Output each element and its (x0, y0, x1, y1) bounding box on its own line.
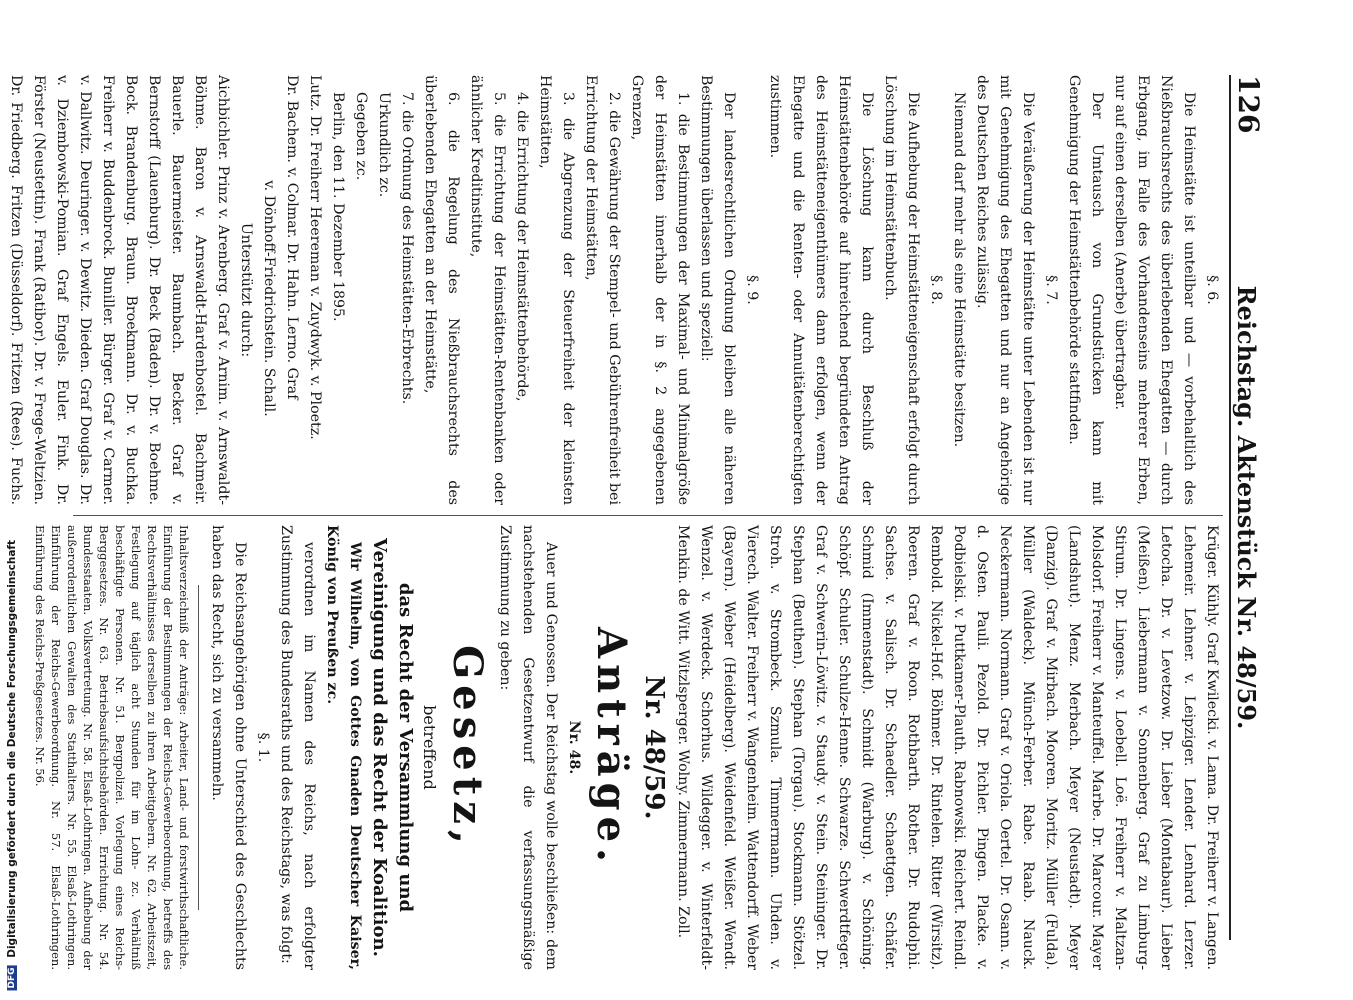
section-7-heading: §. 7. (1043, 275, 1059, 305)
section-8-heading: §. 8. (928, 275, 944, 305)
section-6-heading: §. 6. (1204, 275, 1220, 305)
section-9-item: 2. die Gewährung der Stempel- und Gebührenfreiheit bei Errichtung der Heimstätten, (583, 75, 622, 505)
supporters-list: Aichbichler. Prinz v. Arenberg. Graf v. Arnim. v. Arnswaldt-Böhme. Baron v. Arnswaldt-Hardenbostel. Bachmeir. Bauerle. Bauermeister. Baumbach. Becker. Graf v. Bernstorff (Lauenburg). Dr. Beck (Baden). Dr. v. Boehme. Bock. Brandenburg. Braun. Broekmann. Dr. v. Buchka. Freiherr v. Buddenbrock. Buniller. Bürger. Graf v. Carmer. v. Dallwitz. Deuringer. v. Dewitz. Dieden. Graf Douglas. Dr. v. Dziembowski-Pomian. Graf Engels. Euler. Fink. Dr. Förster (Neustettin). Frank (Ratibor). Dr. v. Frege-Weltzien. Dr. Friedberg. Fritzen (Düsseldorf). Fritzen (Rees). Fuchs. (8, 75, 231, 505)
betreffend-label: betreffend (420, 705, 439, 790)
document-number: Nr. 48/59. (639, 675, 669, 820)
running-head: Reichstag. Aktenstück Nr. 48/59. (1232, 285, 1261, 730)
section-9-item: 4. die Errichtung der Heimstättenbehörde, (514, 92, 530, 402)
closing-line: Gegeben zc. (353, 92, 369, 181)
section-8-text: Die Aufhebung der Heimstätteneigenschaft erfolgt durch Löschung im Heimstättenbuch. (882, 75, 921, 505)
section-1-text: Die Reichsangehörigen ohne Unterschied des Geschlechts haben das Recht, sich zu versammeln. (209, 525, 248, 970)
section-9-heading: §. 9. (744, 275, 760, 305)
law-title: das Recht der Versammlung und Vereinigung und das Recht der Koalition. (369, 538, 416, 957)
section-1-heading: §. 1. (255, 732, 271, 763)
supporters-list-continued: Krüger. Kühly. Graf Kwilecki. v. Lama. Dr. Freiherr v. Langen. Lehemeir. Lehner. v. Leipziger. Lender. Lenhard. Lerzer. Letocha. Dr. v. Levetzow. Dr. Lieber (Montabaur). Lieber (Meißen). Liebermann v. Sonnenberg. Graf zu Limburg-Stirum. Dr. Lingens. v. Loebell. Loë. Freiherr v. Maltzan-Molsdorf. Freiherr v. Manteuffel. Marbe. Dr. Marcour. Mayer (Landshut). Menz. Merbach. Meyer (Neustadt). Meyer (Danzig). Graf v. Mirbach. Mooren. Moritz. Müller (Fulda). Müller (Waldeck). Münch-Ferber. Rabe. Raab. Nauck. Neckermann. Normann. Graf v. Oriola. Oertel. Dr. Osann. v. d. Osten. Pauli. Pezold. Dr. Pichler. Pingen. Placke. v. Podbielski. v. Puttkamer-Plauth. Rabnowski. Reichert. Reindl. Rembold. Nickel-Hof. Böhmer. Dr. Rintelen. Ritter (Wirsitz). Roeren. Graf v. Roon. Rothbarth. Rother. Dr. Rudolphi. Sachse. v. Salisch. Dr. Schaedler. Schaettgen. Schäfer. Schmid (Immenstadt). Schmidt (Warburg). v. Schöning. Schöpf. Schuler. Schulze-Henne. Schwarze. Schwerdtfeger. Graf v. Schwerin-Löwitz. v. Staudy. v. Stein. Steininger. Dr. Stephan (Beuthen). Stephan (Torgau). Stockmann. Stötzel. Stroh. v. Strombeck. Szmula. Timmermann. Uhden. v. Vierech. Walter. Freiherr v. Wangenheim. Wattendorff. Weber (Bayern). Weber (Heidelberg). Weidenfeld. Weißer. Wendt. Wenzel. v. Werdeck. Schorhus. Wildegger. v. Winterfeldt-Menkin. de Witt. Witzlsperger. Wolny. Zimmermann. Zoll. (675, 525, 1220, 970)
section-8-text-2: Die Löschung kann durch Beschluß der Heimstättenbehörde auf hinreichend begründeten Antrag des Heimstätteneigenthümers dann erfolgen, wenn der Ehegatte und die Renten- oder Annuitätenberechtigten zustimmen. (767, 75, 875, 505)
closing-line: Urkundlich zc. (376, 92, 392, 198)
signer-line: Lutz. Dr. Freiherr Heereman v. Zuydwyk. v. Ploetz. (307, 75, 323, 440)
section-9-item: 1. die Bestimmungen der Maximal- und Minimalgröße der Heimstätten innerhalb der in §. 2 angegebenen Grenzen, (629, 75, 691, 505)
right-column (33, 525, 1223, 970)
section-9-item: 6. die Regelung des Nießbrauchsrechts des überlebenden Ehegatten an der Heimstätte, (422, 75, 461, 505)
section-7-text-2: Niemand darf mehr als eine Heimstätte besitzen. (951, 92, 967, 448)
column-rule (73, 515, 1223, 516)
section-6-text-2: Der Umtausch von Grundstücken kann mit Genehmigung der Heimstättenbehörde stattfinden. (1066, 75, 1105, 505)
section-9-item: 5. die Errichtung der Heimstätten-Rentenbanken oder ähnlicher Kreditinstitute, (468, 75, 507, 505)
section-6-text: Die Heimstätte ist unteilbar und — vorbehaltlich des Nießbrauchsrechts des überlebenden Ehegatten — durch Erbgang, im Falle des Vorhandenseins mehrerer Erben, nur auf einen derselben (Anerbe) übertragbar. (1112, 75, 1197, 505)
funding-text: Digitalisierung gefördert durch die Deutsche Forschungsgemeinschaft (6, 539, 18, 958)
section-7-text: Die Veräußerung der Heimstätte unter Lebenden ist nur mit Genehmigung des Ehegatten und nur an Angehörige des Deutschen Reiches zulässig. (974, 75, 1036, 505)
motion-number: Nr. 48. (566, 720, 582, 775)
section-9-item: 3. die Abgrenzung der Steuerfreiheit der kleinsten Heimstätten, (537, 75, 576, 505)
date-line: Berlin, den 11. Dezember 1895. (330, 92, 346, 322)
footnote-contents: Inhaltsverzeichniß der Anträge: Arbeiter, Land- und forstwirthschaftliche. Einführung der Bestimmungen der Reichs-Gewerbeordnung, betreffs des Rechtsverhältnisses derselben zu ihren Arbeitgebern. Nr. 62. Arbeitszeit, Festlegung auf täglich acht Stunden für im Lohn- zc. Verhältniß beschäftigte Personen. Nr. 51. Bergpolizei. Vorlegung eines Reichs-Berggesetzes. Nr. 63. Betriebsaufsichtsbehörden. Errichtung. Nr. 54. Bundesstaaten. Volksvertretung. Nr. 58. Elsaß-Lothringen. Aufhebung der außerordentlichen Gewalten des Statthalters. Nr. 55. Elsaß-Lothringen. Einführung der Reichs-Gewerbeordnung. Nr. 57. Elsaß-Lothringen. Einführung des Reichs-Preßgesetzes. Nr. 56. (33, 525, 191, 970)
motion-text: Auer und Genossen. Der Reichstag wolle beschließen: dem nachstehenden Gesetzentwurf die verfassungsmäßige Zustimmung zu geben: (497, 525, 559, 970)
funding-sidebar (0, 0, 30, 1000)
signer-line: v. Dönhoff-Friedrichstein. Schall. (261, 180, 277, 417)
signer-line: Dr. Bachem. v. Colmar. Dr. Hahn. Lerno. Graf (284, 75, 300, 400)
dfg-logo: DFG (7, 966, 17, 988)
funding-note (6, 540, 22, 990)
page-number: 126 (1232, 75, 1265, 134)
supported-label: Unterstützt durch: (238, 222, 254, 358)
preamble-line-2: verordnen im Namen des Reichs, nach erfolgter Zustimmung des Bundesraths und des Reichstags, was folgt: (278, 525, 317, 970)
left-column (8, 75, 1223, 505)
section-9-item: 7. die Ordnung des Heimstätten-Erbrechts. (399, 92, 415, 405)
page-header (1229, 75, 1265, 940)
gesetz-heading: Gesetz, (444, 645, 491, 850)
antraege-heading: Anträge. (588, 627, 635, 868)
section-9-intro: Der landesrechtlichen Ordnung bleiben alle näheren Bestimmungen überlassen und speziell: (698, 75, 737, 505)
preamble-line-1: Wir Wilhelm, von Gottes Gnaden Deutscher Kaiser, König von Preußen zc. (324, 525, 363, 970)
footnote-divider (198, 585, 199, 910)
